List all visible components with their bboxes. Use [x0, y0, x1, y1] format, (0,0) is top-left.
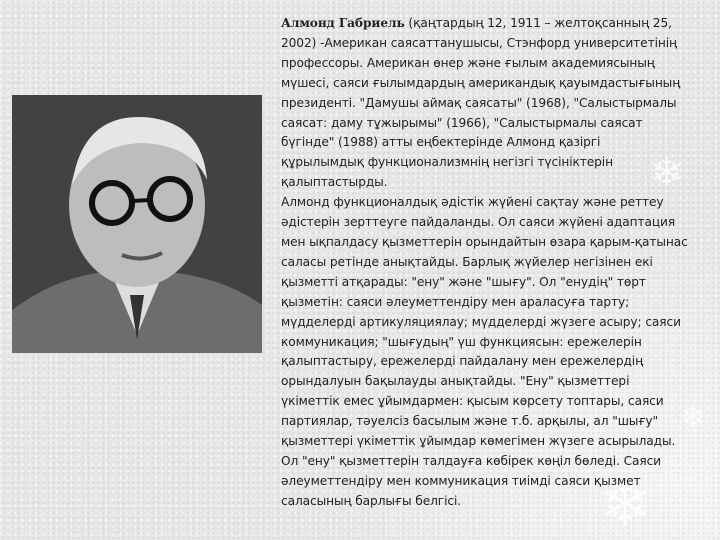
text-line: әдістерін зерттеуге пайдаланды. Ол саяси жүйені адаптация	[281, 215, 676, 230]
text-line: қалыптастыру, ережелерді пайдалану мен ережелердің	[281, 354, 644, 369]
text-line: профессоры. Американ өнер және ғылым академиясының	[281, 55, 655, 70]
text-line: 2002) -Американ саясаттанушысы, Стэнфорд университетінің	[281, 35, 677, 50]
text-line: қызметті атқарады: "ену" және "шығу". Ол "енудің" төрт	[281, 274, 646, 289]
snowflake-decoration: ❄	[600, 470, 651, 540]
text-line: мүшесі, саяси ғылымдардың американдық қауымдастығының	[281, 75, 681, 90]
text-line: коммуникация; "шығудың" үш функциясын: ережелерін	[281, 334, 642, 349]
text-line: орындалуын бақылауды анықтайды. "Ену" қызметтері	[281, 374, 630, 389]
text-line: Ол "ену" қызметтерін талдауға көбірек көңіл бөледі. Саяси	[281, 453, 662, 468]
person-name: Алмонд Габриель	[281, 16, 405, 30]
text-line: партиялар, тәуелсіз басылым және т.б. арқылы, ал "шығу"	[281, 414, 659, 429]
text-line: қалыптастырды.	[281, 175, 388, 190]
text-line: мүдделерді артикуляциялау; мүдделерді жүзеге асыру; саяси	[281, 314, 681, 329]
text-line-1: Алмонд Габриель (қаңтардың 12, 1911 – желтоқсанның 25,	[281, 16, 672, 30]
text-line: Алмонд функционалдық әдістік жүйені сақтау және реттеу	[281, 195, 664, 210]
snowflake-decoration: ❄	[650, 150, 684, 196]
text-line: әлеуметтендіру мен коммуникация тиімді саяси қызмет	[281, 473, 641, 488]
text-line: бүгінде" (1988) атты еңбектерінде Алмонд қазіргі	[281, 135, 601, 150]
text-line: саласы ретінде анықтайды. Барлық жүйелер негізінен екі	[281, 254, 653, 269]
text-line: саласының барлығы белгісі.	[281, 493, 462, 508]
biography-text	[281, 14, 711, 512]
text-line: үкіметтік емес ұйымдармен: қысым көрсету топтары, саяси	[281, 394, 664, 409]
text-line: құрылымдық функционализмнің негізгі түсініктерін	[281, 155, 613, 170]
portrait-photo	[12, 95, 262, 353]
snowflake-decoration: ❄	[680, 400, 706, 435]
text-line: қызметін: саяси әлеуметтендіру мен араласуға тарту;	[281, 294, 630, 309]
text-line: қызметтері үкіметтік ұйымдар көмегімен жүзеге асырылады.	[281, 434, 676, 449]
text-line: президенті. "Дамушы аймақ саясаты" (1968), "Салыстырмалы	[281, 95, 677, 110]
text-line: саясат: даму тұжырымы" (1966), "Салыстырмалы саясат	[281, 115, 643, 130]
text-line: мен ықпалдасу қызметтерін орындайтын өзара қарым-қатынас	[281, 234, 688, 249]
